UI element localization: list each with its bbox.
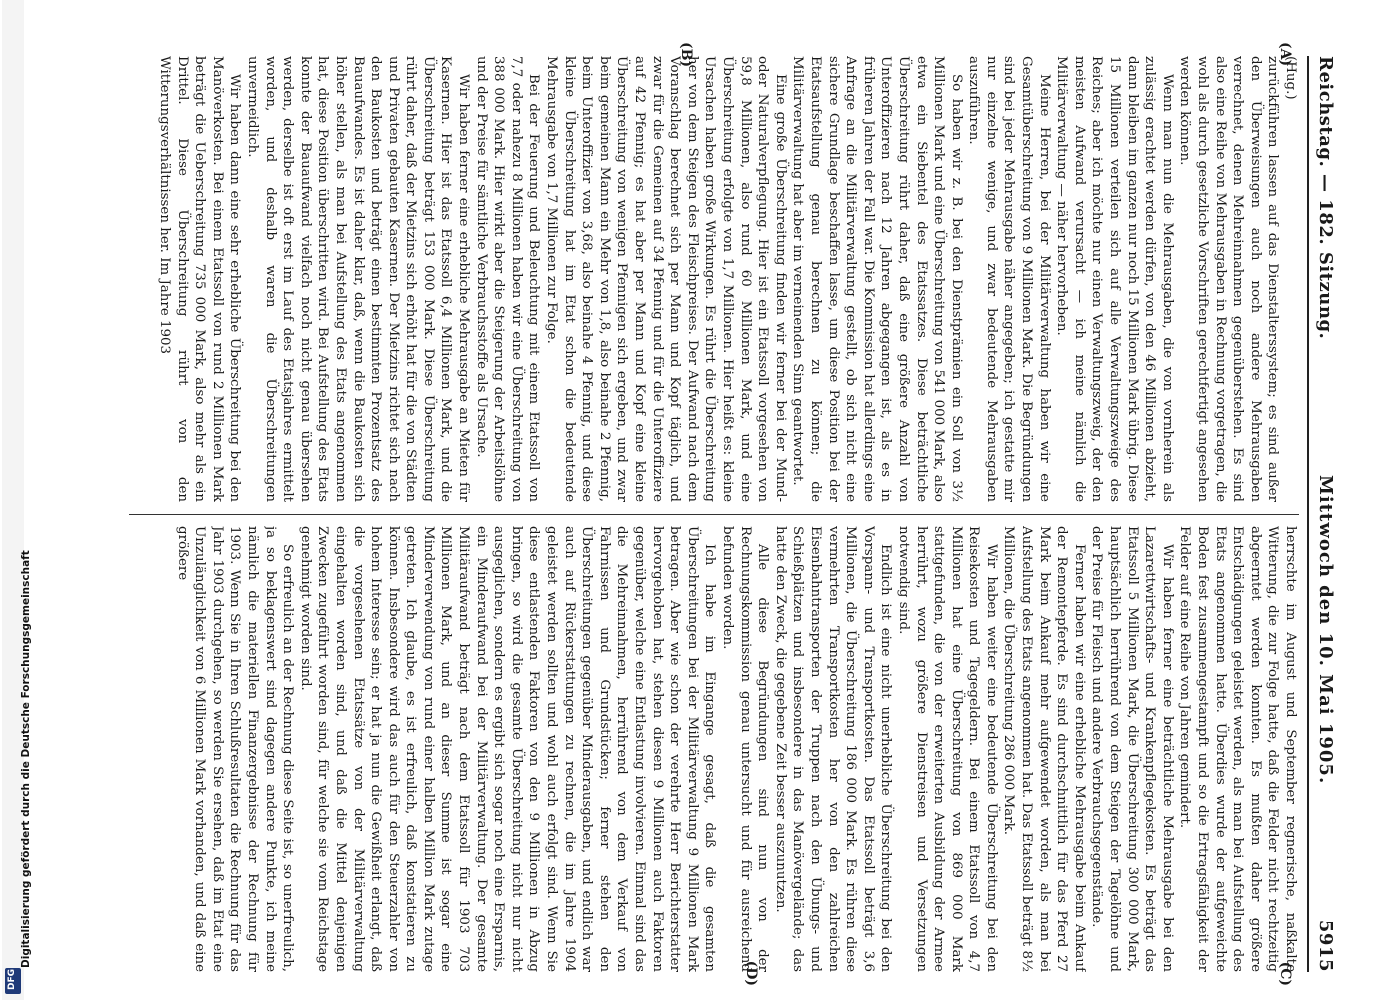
paragraph: Meine Herren, bei der Militärverwaltung haben wir eine Gesamtüberschreitung von 9 Millionen Mark. Die Begründungen sind bei jeder Mehrausgabe näher angegeben; ich gestatte mir nur einzelne wenige, und zwar bedeutende Mehrausgaben auszuführen. — [966, 56, 1052, 502]
paragraph: Wir haben weiter eine bedeutende Überschreitung bei den Reisekosten und Tagegeldern. Bei einem Etatssoll von 4,7 Millionen hat eine Überschreitung von 869 000 Mark stattgefunden, die von der erweiterten Ausbildung der Armee herrührt, wozu größere Dienstreisen und Versetzungen notwendig sind. — [895, 526, 999, 972]
margin-marker-d: (D) — [743, 960, 759, 986]
margin-marker-b: (B) — [678, 42, 694, 68]
paragraph: So erfreulich an der Rechnung diese Seite ist, so unerfreulich, ja so beklagenswert sind dagegen andere Punkte, ich meine nämlich die materiellen Finanzergebnisse der Rechnung für 1903. Wenn Sie in Ihren Schlußresultaten die Rechnung für das Jahr 1903 durchgehen, so werden Sie ersehen, daß im Etat eine Unzulänglichkeit von 6 Millionen Mark vorhanden, und daß eine größere — [174, 526, 296, 972]
dfg-logo — [5, 968, 21, 994]
paragraph: Ferner haben wir eine erhebliche Mehrausgabe beim Ankauf der Remontepferde. Es sind durchschnittlich für das Pferd 27 Mark beim Ankauf mehr aufgewendet worden, als man bei Aufstellung des Etats angenommen hat. Das Etatssoll beträgt 8½ Millionen, die Überschreitung 286 000 Mark. — [1001, 526, 1087, 972]
paragraph: Alle diese Begründungen sind nun von der Rechnungskommission genau untersucht und für ausreichend befunden worden. — [720, 526, 771, 972]
header-left: Reichstag. — 182. Sitzung. — [1315, 56, 1336, 340]
margin-marker-a: (A) — [1277, 42, 1293, 67]
paragraph: Ich habe im Eingange gesagt, daß die gesamten Überschreitungen bei der Militärverwaltung 9 Millionen Mark betragen. Aber wie schon der verehrte Herr Berichterstatter hervorgehoben hat, stehen diesen 9 Millionen auch Faktoren gegenüber, welche eine Entlastung involvieren. Einmal sind das die Mehreinnahmen, herrührend von dem Verkauf von Fahrnissen und Grundstücken; ferner stehen den Überschreitungen gegenüber Minderausgaben, und endlich war auch auf Rückerstattungen zu rechnen, die im Jahre 1904 geleistet werden sollten und wohl auch erfolgt sind. Wenn Sie diese entlastenden Faktoren von den 9 Millionen in Abzug bringen, so wird die gesamte Überschreitung nicht nur nicht ausgeglichen, sondern es ergibt sich sogar noch eine Ersparnis, ein Minderaufwand bei der Militärverwaltung. Der gesamte Militäraufwand beträgt nach dem Etatssoll für 1903 703 Millionen Mark, und an dieser Summe ist sogar eine Minderverwendung von rund einer halben Million Mark zutage getreten. Ich glaube, es ist erfreulich, daß konstatieren zu können. Insbesondere wird das auch für den Steuerzahler von hohem Interesse sein; er hat ja nun die Gewißheit erlangt, daß die vorgesehenen Etatssätze von der Militärverwaltung eingehalten worden sind, und daß die Mittel denjenigen Zwecken zugeführt worden sind, für welche sie vom Reichstage genehmigt worden sind. — [297, 526, 718, 972]
page-number: 5915 — [1315, 919, 1336, 972]
dfg-logo-text: DFG — [7, 968, 17, 990]
paragraph: Bei der Feuerung und Beleuchtung mit einem Etatssoll von 7,7 oder nahezu 8 Millionen haben wir eine Überschreitung von 388 000 Mark. Hier wirkt aber die Steigerung der Arbeitslöhne und der Preise für sämtliche Verbrauchsstoffe als Ursache. — [473, 56, 542, 502]
digitization-sidebar — [2, 0, 32, 1000]
speaker-label: (Hug.) — [1283, 56, 1298, 100]
left-column — [129, 56, 1299, 502]
paragraph: Endlich ist eine nicht unerhebliche Überschreitung bei den Vorspann- und Transportkosten. Das Etatssoll beträgt 3,6 Millionen, die Überschreitung 186 000 Mark. Es rühren diese vermehrten Transportkosten her von den zahlreichen Eisenbahntransporten der Truppen nach den Übungs- und Schießplätzen und insbesondere in das Manövergelände; das hatte den Zweck, die gegebene Zeit besser auszunutzen. — [772, 526, 894, 972]
paragraph: Wir haben ferner eine erhebliche Mehrausgabe an Mieten für Kasernen. Hier ist das Etatssoll 6,4 Millionen Mark, und die Überschreitung beträgt 153 000 Mark. Diese Überschreitung rührt daher, daß der Mietzins sich erhöht hat für die von Städten und Privaten gebauten Kasernen. Der Mietzins richtet sich nach den Baukosten und beträgt einen bestimmten Prozentsatz des Bauaufwandes. Es ist daher klar, daß, wenn die Baukosten sich höher stellen, als man bei Aufstellung des Etats angenommen hat, diese Position überschritten wird. Bei Aufstellung des Etats konnte der Bauaufwand vielfach noch nicht genau übersehen werden, derselbe ist oft erst im Lauf des Etatsjahres ermittelt worden, und deshalb waren die Überschreitungen unvermeidlich. — [244, 56, 472, 502]
digitization-note: Digitalisierung gefördert durch die Deutsche Forschungsgemeinschaft — [20, 550, 32, 968]
paragraph: herrschte im August und September regnerische, naßkalte Witterung, die zur Folge hatte, daß die Felder nicht rechtzeitig abgeerntet werden konnten. Es mußten daher größere Entschädigungen geleistet werden, als man bei Aufstellung des Etats angenommen hatte. Überdies wurde der aufgeweichte Boden fest zusammengestampft und so die Ertragsfähigkeit der Felder auf eine Reihe von Jahren gemindert. — [1177, 526, 1298, 972]
paragraph: zurückführen lassen auf das Dienstalterssystem; es sind außer den Überweisungen auch noch andere Mehrausgaben verrechnet, denen Mehreinnahmen gegenüberstehen. Es sind also eine Reihe von Mehrausgaben in Rechnung vorgetragen, die wohl als durch gesetzliche Vorschriften gerechtfertigt angesehen werden können. — [1177, 56, 1281, 502]
margin-marker-c: (C) — [1277, 961, 1293, 986]
paragraph: Wir haben ferner eine beträchtliche Mehrausgabe bei den Lazarettwirtschafts- und Krankenpflegekosten. Es beträgt das Etatssoll 5 Millionen Mark, die Überschreitung 300 000 Mark, hauptsächlich herrührend von dem Steigen der Tagelöhne und der Preise für Fleisch und andere Verbrauchsgegenstände. — [1089, 526, 1175, 972]
text-columns — [129, 42, 1299, 986]
paragraph: Eine große Überschreitung finden wir ferner bei der Mund- oder Naturalverpflegung. Hier ist ein Etatssoll vorgesehen von 59,8 Millionen, also rund 60 Millionen Mark, und eine Überschreitung erfolgte von 1,7 Millionen. Hier heißt es: kleine Ursachen haben große Wirkungen. Es rührt die Überschreitung her von dem Steigen des Fleischpreises. Der Aufwand nach dem Voranschlag berechnet sich per Mann und Kopf täglich, und zwar für die Gemeinen auf 34 Pfennig und für die Unteroffiziere auf 42 Pfennig; es hat aber per Mann und Kopf eine kleine Überschreitung von wenigen Pfennigen sich ergeben, und zwar beim gemeinen Mann ein Mehr von 1,8, also beinahe 2 Pfennig, beim Unteroffizier von 3,68, also beinahe 4 Pfennig, und diese kleine Überschreitung hat im Etat schon die bedeutende Mehrausgabe von 1,7 Millionen zur Folge. — [544, 56, 788, 502]
header-date: Mittwoch den 10. Mai 1905. — [1315, 474, 1336, 785]
page-header — [1307, 56, 1336, 972]
right-column — [129, 526, 1299, 972]
paragraph: So haben wir z. B. bei den Dienstprämien ein Soll von 3½ Millionen Mark und eine Überschreitung von 541 000 Mark, also etwa ein Siebentel des Etatssatzes. Diese beträchtliche Überschreitung rührt daher, daß eine größere Anzahl von Unteroffizieren nach 12 Jahren abgegangen ist, als es in früheren Jahren der Fall war. Die Kommission hat allerdings eine Anfrage an die Militärverwaltung gestellt, ob sich nicht eine sichere Grundlage beschaffen lasse, um diese Position bei der Etatsaufstellung genau berechnen zu können; die Militärverwaltung hat aber im verneinenden Sinn geantwortet. — [790, 56, 964, 502]
document-page — [84, 40, 1346, 988]
paragraph: Wir haben dann eine sehr erhebliche Überschreitung bei den Manöverkosten. Bei einem Etatssoll von rund 2 Millionen Mark beträgt die Ueberschreitung 735 000 Mark, also mehr als ein Drittel. Diese Überschreitung rührt von den Witterungsverhältnissen her. Im Jahre 1903 — [157, 56, 243, 502]
paragraph: Wenn man nun die Mehrausgaben, die von vornherein als zulässig erachtet werden dürfen, von den 46 Millionen abzieht, dann bleiben im ganzen nur noch 15 Millionen Mark übrig. Diese 15 Millionen verteilen sich auf alle Verwaltungszweige des Reiches; aber ich möchte nur einen Verwaltungszweig, der den meisten Aufwand verursacht — ich meine nämlich die Militärverwaltung — näher hervorheben. — [1054, 56, 1175, 502]
column-divider — [129, 514, 1299, 515]
